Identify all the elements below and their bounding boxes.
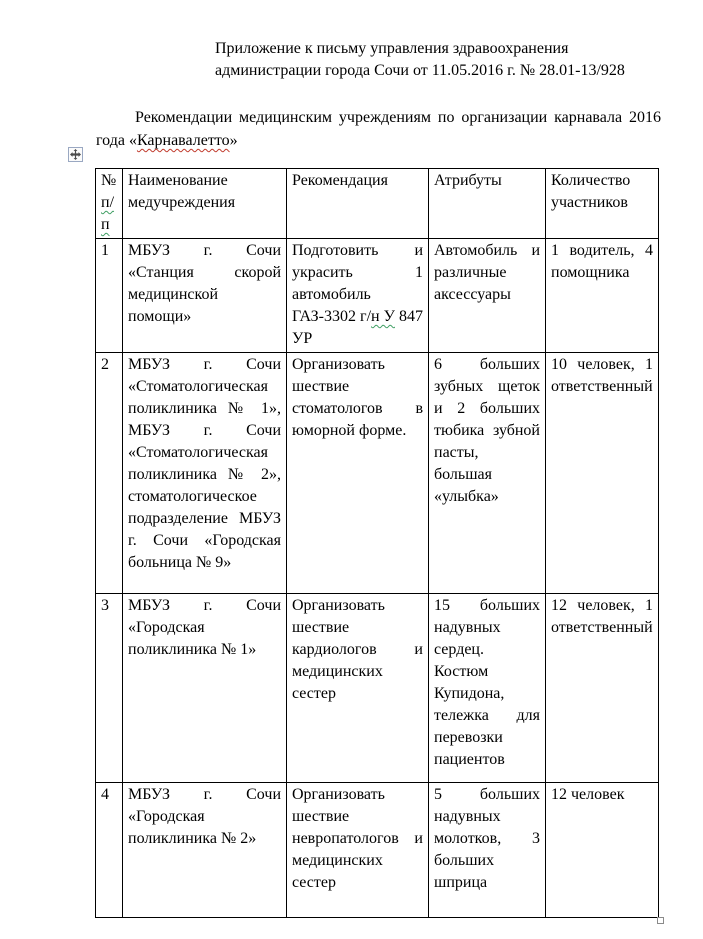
header-num-grammar: п/п	[101, 194, 115, 233]
cell-row2-attributes: 6 больших зубных щеток и 2 больших тюбика зубной пасты, большая «улыбка»	[429, 353, 546, 594]
rec-text: Организовать шествие невропатологов и медицинских сестер	[292, 786, 423, 891]
cell-row3-name: МБУЗ г. Сочи «Городская поликлиника № 1»	[123, 594, 287, 783]
header-num-text: №	[101, 172, 117, 189]
cell-row1-attributes: Автомобиль и различные аксессуары	[429, 239, 546, 353]
rec-text: Подготовить и украсить 1 автомобиль ГАЗ-3302 г/	[292, 242, 423, 325]
table-container	[95, 168, 658, 918]
header-cell-recommendation: Рекомендация	[287, 169, 429, 239]
cell-row4-quantity: 12 человек	[546, 783, 659, 918]
cell-row2-quantity: 10 человек, 1 ответственный	[546, 353, 659, 594]
cell-row4-recommendation	[287, 783, 429, 918]
recommendations-table	[95, 168, 659, 918]
appendix-header	[215, 38, 703, 82]
cell-row3-attributes: 15 больших надувных сердец. Костюм Купидона, тележка для перевозки пациентов	[429, 594, 546, 783]
cell-row2-recommendation	[287, 353, 429, 594]
intro-text-end: »	[229, 132, 238, 149]
table-row	[96, 239, 659, 353]
cell-row3-num: 3	[96, 594, 123, 783]
cell-row1-quantity: 1 водитель, 4 помощника	[546, 239, 659, 353]
header-cell-quantity: Количество участников	[546, 169, 659, 239]
cell-row2-name: МБУЗ г. Сочи «Стоматологическая поликлиника № 1», МБУЗ г. Сочи «Стоматологическая поликлиника № 2», стоматологическое подразделение МБУЗ г. Сочи «Городская больница № 9»	[123, 353, 287, 594]
cell-row2-num: 2	[96, 353, 123, 594]
cell-row4-num: 4	[96, 783, 123, 918]
intro-text: Рекомендации медицинским учреждениям по организации карнавала 2016 года «	[96, 109, 661, 149]
header-cell-attributes: Атрибуты	[429, 169, 546, 239]
appendix-line-1: Приложение к письму управления здравоохранения	[215, 40, 569, 57]
cell-row1-recommendation	[287, 239, 429, 353]
spellcheck-word: Карнавалетто	[136, 132, 230, 149]
table-row	[96, 783, 659, 918]
cell-row4-name: МБУЗ г. Сочи «Городская поликлиника № 2»	[123, 783, 287, 918]
rec-grammar-segment: н У	[371, 308, 395, 325]
table-row	[96, 594, 659, 783]
cell-row3-quantity: 12 человек, 1 ответственный	[546, 594, 659, 783]
header-cell-name: Наименование медучреждения	[123, 169, 287, 239]
rec-text: Организовать шествие стоматологов в юморной форме.	[292, 356, 423, 439]
intro-paragraph	[96, 106, 661, 152]
header-cell-num	[96, 169, 123, 239]
appendix-line-2: администрации города Сочи от 11.05.2016 г. № 28.01-13/928	[215, 62, 625, 79]
cell-row3-recommendation	[287, 594, 429, 783]
table-header-row	[96, 169, 659, 239]
table-move-handle[interactable]	[68, 147, 83, 162]
cell-row4-attributes: 5 больших надувных молотков, 3 больших шприца	[429, 783, 546, 918]
move-cross-icon	[70, 149, 81, 160]
rec-text: Организовать шествие кардиологов и медицинских сестер	[292, 597, 423, 702]
table-row	[96, 353, 659, 594]
rec-text-end: 847 УР	[292, 308, 423, 347]
cell-row1-name: МБУЗ г. Сочи «Станция скорой медицинской помощи»	[123, 239, 287, 353]
cell-row1-num: 1	[96, 239, 123, 353]
table-resize-handle[interactable]	[657, 917, 664, 924]
